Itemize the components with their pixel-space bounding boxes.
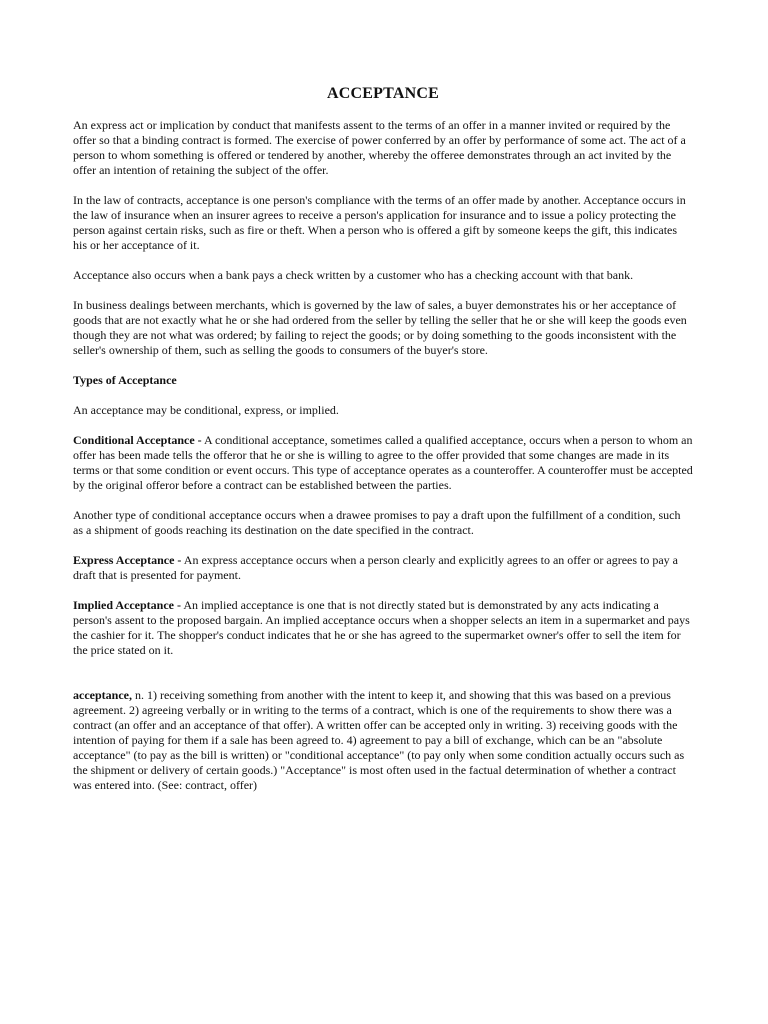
implied-acceptance-text: An implied acceptance is one that is not directly stated but is demonstrated by any acts indicating a person's assent to the proposed bargain. An implied acceptance occurs when a shopper selects an item in a supermarket and pays the cashier for it. The shopper's conduct indicates that he or she has agreed to the supermarket owner's offer to sell the item for the price stated on it. <box>73 598 690 657</box>
paragraph-definition: An express act or implication by conduct that manifests assent to the terms of an offer in a manner invited or required by the offer so that a binding contract is formed. The exercise of power conferred by an offer by performance of some act. The act of a person to whom something is offered or tendered by another, whereby the offeree demonstrates through an act invited by the offer an intention of retaining the subject of the offer. <box>73 118 686 177</box>
paragraph-conditional <box>73 433 693 493</box>
paragraph-dictionary-entry <box>73 688 693 793</box>
paragraph-implied <box>73 598 693 658</box>
paragraph-types-intro: An acceptance may be conditional, express, or implied. <box>73 403 339 417</box>
section-heading-types: Types of Acceptance <box>73 373 177 387</box>
term-conditional-acceptance: Conditional Acceptance - <box>73 433 202 447</box>
document-page <box>73 84 693 808</box>
paragraph-express <box>73 553 693 583</box>
paragraph-merchants: In business dealings between merchants, which is governed by the law of sales, a buyer demonstrates his or her acceptance of goods that are not exactly what he or she had ordered from the seller by telling the seller that he or she will keep the goods even though they are not what was ordered; by failing to reject the goods; or by doing something to the goods inconsistent with the seller's ownership of them, such as selling the goods to consumers of the buyer's store. <box>73 298 687 357</box>
term-express-acceptance: Express Acceptance - <box>73 553 182 567</box>
conditional-acceptance-text: A conditional acceptance, sometimes called a qualified acceptance, occurs when a person to whom an offer has been made tells the offeror that he or she is willing to agree to the offer provided that some changes are made in its terms or that some condition or event occurs. This type of acceptance operates as a counteroffer. A counteroffer must be accepted by the original offeror before a contract can be established between the parties. <box>73 433 693 492</box>
express-acceptance-text: An express acceptance occurs when a person clearly and explicitly agrees to an offer or agrees to pay a draft that is presented for payment. <box>73 553 678 582</box>
page-title: ACCEPTANCE <box>327 85 439 102</box>
term-implied-acceptance: Implied Acceptance - <box>73 598 181 612</box>
term-acceptance-entry: acceptance, <box>73 688 132 702</box>
paragraph-bank-check: Acceptance also occurs when a bank pays a check written by a customer who has a checking account with that bank. <box>73 268 634 282</box>
paragraph-conditional-drawee: Another type of conditional acceptance occurs when a drawee promises to pay a draft upon the fulfillment of a condition, such as a shipment of goods reaching its destination on the date specified in the contract. <box>73 508 681 537</box>
dictionary-entry-text: n. 1) receiving something from another with the intent to keep it, and showing that this was based on a previous agreement. 2) agreeing verbally or in writing to the terms of a contract, which is one of the requirements to show there was a contract (an offer and an acceptance of that offer). A written offer can be accepted only in writing. 3) receiving goods with the intention of paying for them if a sale has been agreed to. 4) agreement to pay a bill of exchange, which can be an "absolute acceptance" (to pay as the bill is written) or "conditional acceptance" (to pay only when some condition actually occurs such as the shipment or delivery of certain goods.) "Acceptance" is most often used in the factual determination of whether a contract was entered into. (See: contract, offer) <box>73 688 685 792</box>
paragraph-law-of-contracts: In the law of contracts, acceptance is one person's compliance with the terms of an offer made by another. Acceptance occurs in the law of insurance when an insurer agrees to receive a person's application for insurance and to issue a policy protecting the person against certain risks, such as fire or theft. When a person who is offered a gift by someone keeps the gift, this indicates his or her acceptance of it. <box>73 193 686 252</box>
